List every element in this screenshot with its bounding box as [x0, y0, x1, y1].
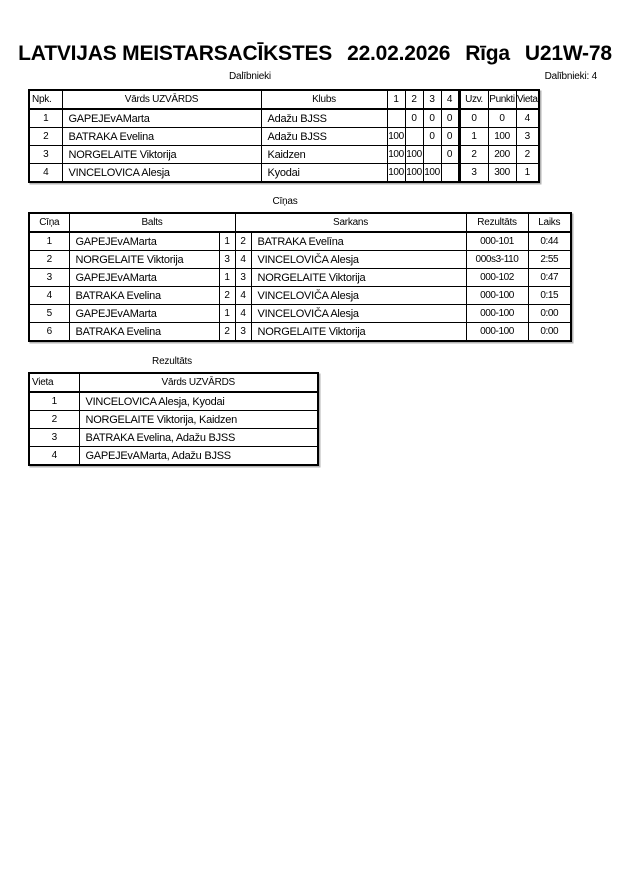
fight-no: 4 — [29, 287, 69, 305]
result-place: 2 — [29, 411, 79, 429]
fight-time: 0:44 — [528, 232, 571, 251]
result-name: VINCELOVICA Alesja, Kyodai — [79, 392, 318, 411]
participant-club: Kaidzen — [261, 146, 387, 164]
table-row — [29, 392, 318, 411]
result-name: GAPEJEvAMarta, Adažu BJSS — [79, 447, 318, 466]
participant-name: GAPEJEvAMarta — [62, 109, 261, 128]
table-row — [29, 411, 318, 429]
col-header-fight: Cīņa — [29, 213, 69, 232]
white-npk: 2 — [219, 287, 235, 305]
result-name: BATRAKA Evelina, Adažu BJSS — [79, 429, 318, 447]
table-row — [29, 146, 539, 164]
white-name: GAPEJEvAMarta — [69, 305, 219, 323]
score-cell: 0 — [441, 109, 459, 128]
participants-count: Dalībnieki: 4 — [544, 71, 597, 82]
wins-cell: 3 — [459, 164, 488, 183]
score-cell — [387, 109, 405, 128]
col-header-club: Klubs — [261, 90, 387, 109]
place-cell: 3 — [516, 128, 539, 146]
fight-time: 0:00 — [528, 323, 571, 342]
fight-no: 5 — [29, 305, 69, 323]
col-header-result: Rezultāts — [466, 213, 528, 232]
event-date: 22.02.2026 — [347, 42, 451, 65]
points-cell: 100 — [488, 128, 516, 146]
white-name: GAPEJEvAMarta — [69, 269, 219, 287]
points-cell: 200 — [488, 146, 516, 164]
table-header-row — [29, 373, 318, 392]
participant-npk: 1 — [29, 109, 62, 128]
table-row — [29, 429, 318, 447]
col-header-3: 3 — [423, 90, 441, 109]
fight-result: 000s3-110 — [466, 251, 528, 269]
fight-result: 000-100 — [466, 287, 528, 305]
table-row — [29, 305, 571, 323]
place-cell: 1 — [516, 164, 539, 183]
score-cell — [405, 128, 423, 146]
score-cell: 0 — [441, 146, 459, 164]
score-cell: 100 — [405, 164, 423, 183]
red-npk: 4 — [235, 305, 251, 323]
results-section-label: Rezultāts — [152, 356, 192, 367]
score-cell: 100 — [405, 146, 423, 164]
red-name: VINCELOVIČA Alesja — [251, 287, 466, 305]
wins-cell: 1 — [459, 128, 488, 146]
score-cell: 100 — [387, 164, 405, 183]
page-title — [0, 42, 630, 66]
col-header-wins: Uzv. — [459, 90, 488, 109]
points-cell: 300 — [488, 164, 516, 183]
fight-result: 000-101 — [466, 232, 528, 251]
fights-table — [28, 212, 572, 342]
red-name: NORGELAITE Viktorija — [251, 323, 466, 342]
fight-time: 0:15 — [528, 287, 571, 305]
col-header-1: 1 — [387, 90, 405, 109]
participant-name: VINCELOVICA Alesja — [62, 164, 261, 183]
participant-club: Kyodai — [261, 164, 387, 183]
col-header-red: Sarkans — [235, 213, 466, 232]
table-row — [29, 269, 571, 287]
white-npk: 1 — [219, 232, 235, 251]
red-npk: 4 — [235, 287, 251, 305]
table-row — [29, 109, 539, 128]
table-row — [29, 287, 571, 305]
place-cell: 4 — [516, 109, 539, 128]
fight-no: 6 — [29, 323, 69, 342]
table-row — [29, 232, 571, 251]
wins-cell: 0 — [459, 109, 488, 128]
score-cell: 0 — [423, 109, 441, 128]
col-header-place: Vieta — [29, 373, 79, 392]
event-title: LATVIJAS MEISTARSACĪKSTES — [18, 42, 333, 65]
red-npk: 3 — [235, 323, 251, 342]
white-npk: 3 — [219, 251, 235, 269]
col-header-npk: Npk. — [29, 90, 62, 109]
fight-no: 3 — [29, 269, 69, 287]
score-cell — [423, 146, 441, 164]
place-cell: 2 — [516, 146, 539, 164]
event-city: Rīga — [465, 42, 510, 65]
result-place: 1 — [29, 392, 79, 411]
white-name: BATRAKA Evelina — [69, 323, 219, 342]
participant-club: Adažu BJSS — [261, 109, 387, 128]
table-row — [29, 251, 571, 269]
score-cell — [441, 164, 459, 183]
col-header-white: Balts — [69, 213, 235, 232]
fight-no: 2 — [29, 251, 69, 269]
red-name: VINCELOVIČA Alesja — [251, 305, 466, 323]
participant-npk: 3 — [29, 146, 62, 164]
col-header-name: Vārds UZVĀRDS — [62, 90, 261, 109]
score-cell: 100 — [387, 128, 405, 146]
red-name: VINCELOVIČA Alesja — [251, 251, 466, 269]
score-cell: 0 — [405, 109, 423, 128]
participants-section-label: Dalībnieki — [229, 71, 271, 82]
fight-time: 2:55 — [528, 251, 571, 269]
fight-result: 000-100 — [466, 323, 528, 342]
col-header-4: 4 — [441, 90, 459, 109]
fight-result: 000-102 — [466, 269, 528, 287]
table-row — [29, 447, 318, 466]
white-name: GAPEJEvAMarta — [69, 232, 219, 251]
participants-table — [28, 89, 540, 183]
red-name: BATRAKA Evelīna — [251, 232, 466, 251]
wins-cell: 2 — [459, 146, 488, 164]
participant-npk: 4 — [29, 164, 62, 183]
white-name: NORGELAITE Viktorija — [69, 251, 219, 269]
participant-name: BATRAKA Evelina — [62, 128, 261, 146]
score-cell: 0 — [423, 128, 441, 146]
col-header-name: Vārds UZVĀRDS — [79, 373, 318, 392]
participant-club: Adažu BJSS — [261, 128, 387, 146]
table-header-row — [29, 213, 571, 232]
white-npk: 2 — [219, 323, 235, 342]
fights-section-label: Cīņas — [272, 196, 298, 207]
table-row — [29, 128, 539, 146]
col-header-2: 2 — [405, 90, 423, 109]
result-place: 4 — [29, 447, 79, 466]
col-header-place: Vieta — [516, 90, 539, 109]
results-table — [28, 372, 319, 466]
event-category: U21W-78 — [524, 42, 612, 65]
white-npk: 1 — [219, 269, 235, 287]
participant-name: NORGELAITE Viktorija — [62, 146, 261, 164]
score-cell: 100 — [423, 164, 441, 183]
col-header-points: Punkti — [488, 90, 516, 109]
table-row — [29, 164, 539, 183]
table-row — [29, 323, 571, 342]
white-name: BATRAKA Evelina — [69, 287, 219, 305]
col-header-time: Laiks — [528, 213, 571, 232]
white-npk: 1 — [219, 305, 235, 323]
table-header-row — [29, 90, 539, 109]
red-npk: 3 — [235, 269, 251, 287]
fight-no: 1 — [29, 232, 69, 251]
red-name: NORGELAITE Viktorija — [251, 269, 466, 287]
participant-npk: 2 — [29, 128, 62, 146]
red-npk: 2 — [235, 232, 251, 251]
points-cell: 0 — [488, 109, 516, 128]
red-npk: 4 — [235, 251, 251, 269]
score-cell: 0 — [441, 128, 459, 146]
fight-result: 000-100 — [466, 305, 528, 323]
result-name: NORGELAITE Viktorija, Kaidzen — [79, 411, 318, 429]
score-cell: 100 — [387, 146, 405, 164]
result-place: 3 — [29, 429, 79, 447]
fight-time: 0:00 — [528, 305, 571, 323]
fight-time: 0:47 — [528, 269, 571, 287]
